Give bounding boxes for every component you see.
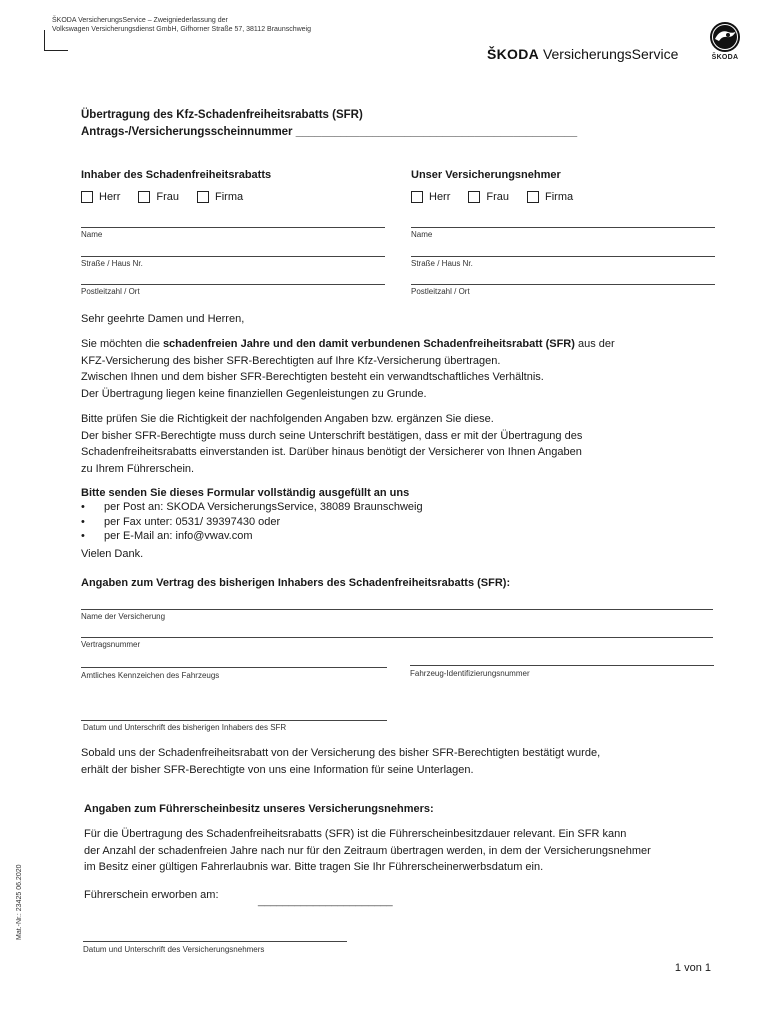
sfr-holder-heading: Inhaber des Schadenfreiheitsrabatts: [81, 169, 272, 181]
insurer-name-line[interactable]: [81, 609, 713, 610]
title-line-2: Antrags-/Versicherungsscheinnummer ____________________________________________: [81, 126, 578, 138]
check-line-2: Der bisher SFR-Berechtigte muss durch seine Unterschrift bestätigen, dass er mit der Übertragung des: [81, 429, 583, 442]
confirmation-line-1: Sobald uns der Schadenfreiheitsrabatt von der Versicherung des bisher SFR-Berechtigten bestätigt wurde,: [81, 747, 601, 759]
policyholder-option-frau[interactable]: Frau: [468, 191, 509, 203]
send-option-post: • per Post an: SKODA VersicherungsService, 38089 Braunschweig: [81, 500, 423, 515]
thanks: Vielen Dank.: [81, 548, 144, 560]
license-line-2: der Anzahl der schadenfreien Jahre nach nur für den Zeitraum übertragen werden, in dem der Versicherungsnehmer: [84, 844, 651, 857]
license-acquired-input[interactable]: ______________________: [258, 895, 393, 907]
material-number: Mat.-Nr.: 23425 06.2020: [16, 864, 23, 940]
policyholder-signature-label: Datum und Unterschrift des Versicherungsnehmers: [83, 945, 265, 954]
checkbox-icon[interactable]: [468, 191, 480, 203]
policyholder-option-firma[interactable]: Firma: [527, 191, 573, 203]
contract-heading: Angaben zum Vertrag des bisherigen Inhabers des Schadenfreiheitsrabatts (SFR):: [81, 577, 511, 589]
page-number: 1 von 1: [674, 962, 711, 974]
check-paragraph: [81, 411, 582, 477]
confirmation-line-2: erhält der bisher SFR-Berechtigte von uns eine Information für seine Unterlagen.: [81, 763, 474, 776]
holder-city-label: Postleitzahl / Ort: [81, 287, 140, 296]
license-acquired-label: Führerschein erworben am:: [84, 889, 219, 901]
sender-line-1: ŠKODA VersicherungsService – Zweigniederlassung der: [52, 17, 228, 24]
holder-street-label: Straße / Haus Nr.: [81, 259, 143, 268]
holder-signature-label: Datum und Unterschrift des bisherigen Inhabers des SFR: [83, 723, 287, 732]
holder-option-frau[interactable]: Frau: [138, 191, 179, 203]
vin-line[interactable]: [410, 665, 714, 666]
confirmation-paragraph: [81, 745, 600, 778]
holder-option-firma[interactable]: Firma: [197, 191, 243, 203]
policyholder-salutation: [411, 191, 591, 203]
license-paragraph: [84, 826, 651, 876]
sfr-holder-salutation: [81, 191, 261, 203]
checkbox-icon[interactable]: [81, 191, 93, 203]
intro-line-4: Der Übertragung liegen keine finanziellen Gegenleistungen zu Grunde.: [81, 387, 427, 400]
insurer-name-label: Name der Versicherung: [81, 612, 166, 621]
intro-line-2: KFZ-Versicherung des bisher SFR-Berechtigten auf Ihre Kfz-Versicherung übertragen.: [81, 354, 501, 367]
document-title: [81, 107, 577, 141]
title-line-1: Übertragung des Kfz-Schadenfreiheitsrabatts (SFR): [81, 109, 363, 121]
plate-label: Amtliches Kennzeichen des Fahrzeugs: [81, 671, 220, 680]
checkbox-icon[interactable]: [197, 191, 209, 203]
plate-line[interactable]: [81, 667, 387, 668]
send-option-email: • per E-Mail an: info@vwav.com: [81, 529, 423, 544]
brand-rest: VersicherungsService: [539, 46, 679, 62]
brand-bold: ŠKODA: [487, 46, 540, 62]
intro-line-3: Zwischen Ihnen und dem bisher SFR-Berechtigten besteht ein verwandtschaftliches Verhältnis.: [81, 371, 544, 383]
holder-name-label: Name: [81, 230, 103, 239]
send-heading: Bitte senden Sie dieses Formular vollständig ausgefüllt an uns: [81, 487, 410, 499]
brand-wordmark: [487, 46, 678, 62]
contract-number-label: Vertragsnummer: [81, 640, 141, 649]
send-option-fax: • per Fax unter: 0531/ 39397430 oder: [81, 515, 423, 530]
intro-line-1: Sie möchten die schadenfreien Jahre und den damit verbundenen Schadenfreiheitsrabatt (SFR) aus der: [81, 338, 615, 350]
policyholder-name-label: Name: [411, 230, 433, 239]
policyholder-option-herr[interactable]: Herr: [411, 191, 450, 203]
holder-name-line[interactable]: [81, 227, 385, 228]
policyholder-street-label: Straße / Haus Nr.: [411, 259, 473, 268]
sender-address: [52, 16, 311, 34]
policyholder-street-line[interactable]: [411, 256, 715, 257]
checkbox-icon[interactable]: [138, 191, 150, 203]
sender-line-2: Volkswagen Versicherungsdienst GmbH, Gifhorner Straße 57, 38112 Braunschweig: [52, 26, 312, 33]
greeting: Sehr geehrte Damen und Herren,: [81, 313, 245, 325]
policyholder-signature-line[interactable]: [83, 941, 347, 942]
intro-paragraph: [81, 336, 615, 402]
holder-option-herr[interactable]: Herr: [81, 191, 120, 203]
check-line-1: Bitte prüfen Sie die Richtigkeit der nachfolgenden Angaben bzw. ergänzen Sie diese.: [81, 413, 494, 425]
policyholder-city-line[interactable]: [411, 284, 715, 285]
holder-city-line[interactable]: [81, 284, 385, 285]
contract-number-line[interactable]: [81, 637, 713, 638]
check-line-4: zu Ihrem Führerschein.: [81, 462, 195, 475]
license-line-1: Für die Übertragung des Schadenfreiheitsrabatts (SFR) ist die Führerscheinbesitzdauer relevant. Ein SFR kann: [84, 828, 627, 840]
logo-caption: ŠKODA: [711, 54, 739, 61]
send-options-list: [81, 500, 423, 544]
license-heading: Angaben zum Führerscheinbesitz unseres Versicherungsnehmers:: [84, 803, 434, 815]
policyholder-heading: Unser Versicherungsnehmer: [411, 169, 561, 181]
policyholder-city-label: Postleitzahl / Ort: [411, 287, 470, 296]
vin-label: Fahrzeug-Identifizierungsnummer: [410, 669, 530, 678]
holder-street-line[interactable]: [81, 256, 385, 257]
check-line-3: Schadenfreiheitsrabatts einverstanden ist. Darüber hinaus benötigt der Versicherer von Ihnen Angaben: [81, 446, 582, 458]
license-line-3: im Besitz einer gültigen Fahrerlaubnis war. Bitte tragen Sie Ihr Führerscheinerwerbsdatum ein.: [84, 861, 544, 873]
address-corner-mark: [44, 30, 45, 50]
checkbox-icon[interactable]: [411, 191, 423, 203]
holder-signature-line[interactable]: [81, 720, 387, 721]
address-corner-mark-h: [44, 50, 68, 51]
policyholder-name-line[interactable]: [411, 227, 715, 228]
checkbox-icon[interactable]: [527, 191, 539, 203]
